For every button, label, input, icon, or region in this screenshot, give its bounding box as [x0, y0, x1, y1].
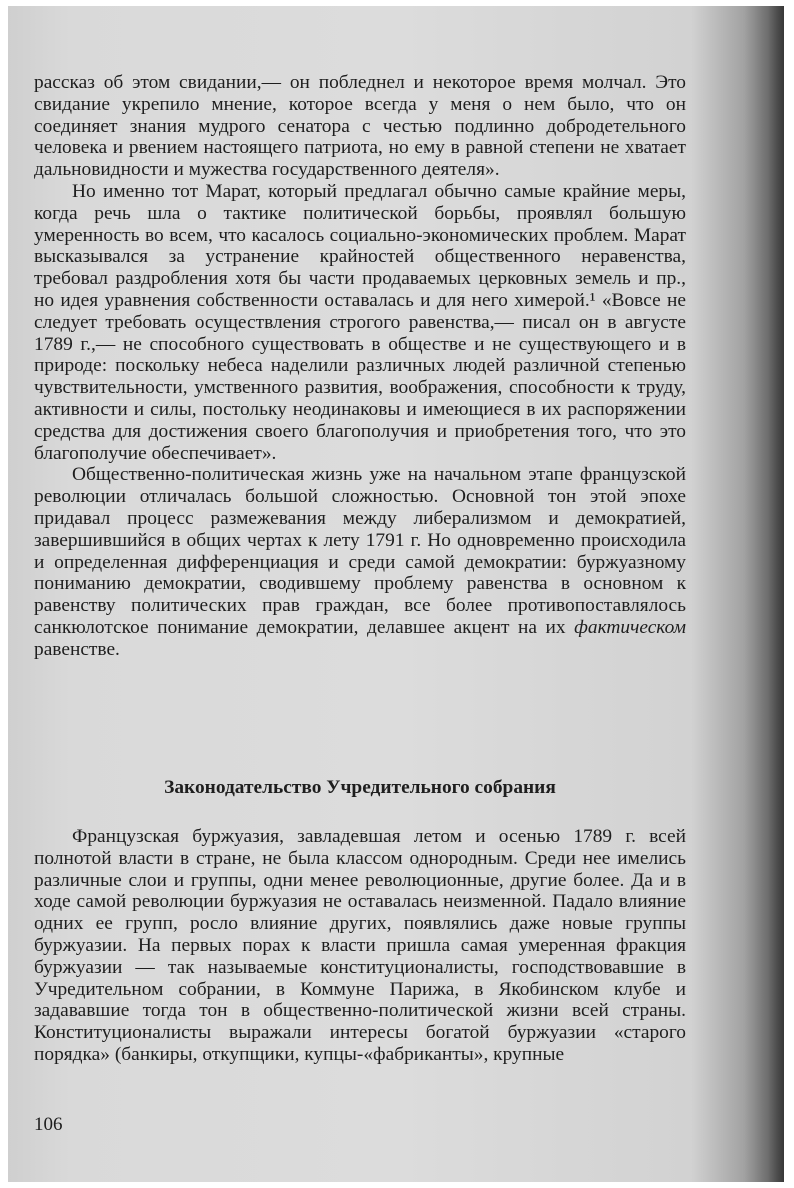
paragraph-bourgeoisie: Французская буржуазия, завладевшая летом и осенью 1789 г. всей полнотой власти в стране, не была классом однородным. Среди нее имелись различные слои и группы, одни менее революционные, другие более. Да и в ходе самой революции буржуазия не оставалась неизменной. Падало влияние одних ее групп, росло влияние других, появлялись даже новые группы буржуазии. На первых порах к власти пришла самая умеренная фракция буржуазии — так называемые конституционалисты, господствовавшие в Учредительном собрании, в Коммуне Парижа, в Якобинском клубе и задававшие тогда тон в общественно-политической жизни всей страны. Конституционалисты выражали интересы богатой буржуазии «старого порядка» (банкиры, откупщики, купцы-«фабриканты», крупные [34, 826, 686, 1065]
paragraph-social-life [34, 464, 686, 660]
paragraph-social-life-tail: равенстве. [34, 638, 120, 660]
paragraph-continuation: рассказ об этом свидании,— он побледнел и некоторое время молчал. Это свидание укрепило мнение, которое всегда у меня о нем было, что он соединяет знания мудрого сенатора с честью подлинно добродетельного человека и рвением настоящего патриота, но ему в равной степени не хватает дальновидности и мужества государственного деятеля». [34, 72, 686, 181]
paragraph-marat: Но именно тот Марат, который предлагал обычно самые крайние меры, когда речь шла о тактике политической борьбы, проявлял большую умеренность во всем, что касалось социально-экономических проблем. Марат высказывался за устранение крайностей общественного неравенства, требовал раздробления хотя бы части продаваемых церковных земель и пр., но идея уравнения собственности оставалась и для него химерой.¹ «Вовсе не следует требовать осуществления строгого равенства,— писал он в августе 1789 г.,— не способного существовать в обществе и не существующего и в природе: поскольку небеса наделили различных людей различной степенью чувствительности, умственного развития, воображения, способности к труду, активности и силы, постольку неодинаковы и имеющиеся в их распоряжении средства для достижения своего благополучия и приобретения того, что это благополучие обеспечивает». [34, 180, 686, 464]
paragraph-social-life-text: Общественно-политическая жизнь уже на начальном этапе французской революции отличалась большой сложностью. Основной тон этой эпохе придавал процесс размежевания между либерализмом и демократией, завершившийся в общих чертах к лету 1791 г. Но одновременно происходила и определенная дифференциация и среди самой демократии: буржуазному пониманию демократии, сводившему проблему равенства в основном к равенству политических прав граждан, все более противопоставлялось санкюлотское понимание демократии, делавшее акцент на их [34, 464, 686, 638]
emphasis-word: фактическом [574, 616, 686, 638]
top-text-block [34, 72, 686, 661]
book-page [8, 6, 784, 1182]
section-heading: Законодательство Учредительного собрания [164, 777, 556, 798]
bottom-text-block [34, 826, 686, 1066]
page-edge-shadow [744, 6, 784, 1182]
page-number: 106 [34, 1114, 63, 1135]
